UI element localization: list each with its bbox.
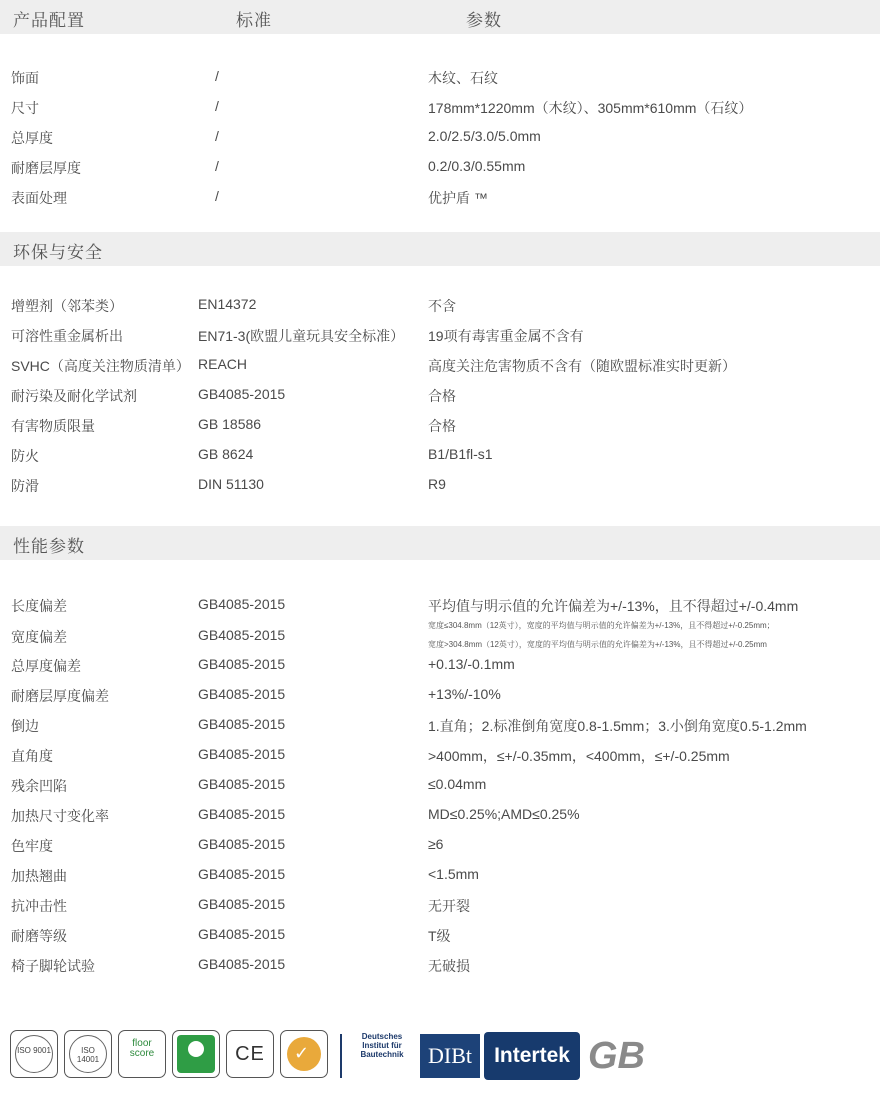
table-row — [0, 92, 880, 122]
table-row — [0, 320, 880, 350]
row-standard: GB4085-2015 — [198, 926, 286, 942]
table-row — [0, 950, 880, 980]
iso-9001-text: ISO 9001 — [17, 1046, 51, 1055]
table-row — [0, 152, 880, 182]
row-standard: GB4085-2015 — [198, 896, 286, 912]
table-row — [0, 290, 880, 320]
environment-safety-header-bar — [0, 232, 880, 266]
table-row — [0, 590, 880, 620]
row-label: 表面处理 — [11, 190, 67, 206]
row-label: 防滑 — [11, 478, 39, 494]
row-standard: REACH — [198, 356, 248, 372]
column-header-standard: 标准 — [236, 11, 272, 30]
table-row — [0, 470, 880, 500]
certification-logos — [0, 1020, 880, 1086]
row-standard: GB 8624 — [198, 446, 254, 462]
iso-14001-logo — [64, 1030, 112, 1078]
row-value: 木纹、石纹 — [428, 70, 498, 86]
section-title: 环保与安全 — [13, 243, 103, 262]
floorscore-text: floor score — [129, 1038, 155, 1059]
dibt-logo: DIBt — [420, 1034, 480, 1078]
table-row — [0, 890, 880, 920]
intertek-logo: Intertek — [484, 1032, 580, 1080]
row-label: 耐磨层厚度偏差 — [11, 688, 109, 704]
row-value: 合格 — [428, 418, 456, 434]
gb-logo: GB — [588, 1035, 645, 1077]
row-label: 有害物质限量 — [11, 418, 95, 434]
row-label: 可溶性重金属析出 — [11, 328, 123, 344]
table-row — [0, 122, 880, 152]
logo-divider — [340, 1034, 342, 1078]
ce-logo — [226, 1030, 274, 1078]
row-label: 尺寸 — [11, 100, 39, 116]
row-value: 平均值与明示值的允许偏差为+/-13%，且不得超过+/-0.4mm — [428, 598, 799, 614]
row-label: 残余凹陷 — [11, 778, 67, 794]
table-row — [0, 800, 880, 830]
row-value: +13%/-10% — [428, 686, 501, 702]
green-label-logo — [172, 1030, 220, 1078]
table-row — [0, 680, 880, 710]
table-row — [0, 410, 880, 440]
row-label: 色牢度 — [11, 838, 53, 854]
row-standard: / — [215, 128, 219, 144]
row-value: 19项有毒害重金属不含有 — [428, 328, 584, 344]
table-row — [0, 770, 880, 800]
table-row — [0, 710, 880, 740]
row-value: 合格 — [428, 388, 456, 404]
row-standard: / — [215, 158, 219, 174]
row-value: MD≤0.25%;AMD≤0.25% — [428, 806, 580, 822]
row-label: SVHC（高度关注物质清单） — [11, 358, 190, 374]
performance-header-bar — [0, 526, 880, 560]
row-label: 加热尺寸变化率 — [11, 808, 109, 824]
dibt-caption: Deutsches Institut für Bautechnik — [360, 1032, 404, 1059]
ce-text: CE — [235, 1043, 265, 1065]
width-note-2: 宽度>304.8mm（12英寸），宽度的平均值与明示值的允许偏差为+/-13%，且不得超过+/-0.25mm — [428, 640, 767, 649]
row-label: 加热翘曲 — [11, 868, 67, 884]
row-standard: GB4085-2015 — [198, 716, 286, 732]
row-value: 1.直角；2.标准倒角宽度0.8-1.5mm；3.小倒角宽度0.5-1.2mm — [428, 718, 807, 734]
row-label: 耐磨等级 — [11, 928, 67, 944]
row-label: 直角度 — [11, 748, 53, 764]
row-value: R9 — [428, 476, 446, 492]
row-label: 防火 — [11, 448, 39, 464]
row-label: 长度偏差 — [11, 598, 67, 614]
row-standard: GB4085-2015 — [198, 956, 286, 972]
width-note-1: 宽度≤304.8mm（12英寸），宽度的平均值与明示值的允许偏差为+/-13%，且不得超过+/-0.25mm； — [428, 621, 775, 630]
row-value: ≥6 — [428, 836, 444, 852]
row-label: 饰面 — [11, 70, 39, 86]
table-row — [0, 830, 880, 860]
row-label: 总厚度 — [11, 130, 53, 146]
row-value: <1.5mm — [428, 866, 479, 882]
row-label: 椅子脚轮试验 — [11, 958, 95, 974]
row-value: ≤0.04mm — [428, 776, 487, 792]
table-row — [0, 860, 880, 890]
row-standard: DIN 51130 — [198, 476, 264, 492]
row-standard: GB4085-2015 — [198, 866, 286, 882]
row-standard: / — [215, 188, 219, 204]
row-value: 2.0/2.5/3.0/5.0mm — [428, 128, 541, 144]
row-value: 无破损 — [428, 958, 470, 974]
row-standard: GB4085-2015 — [198, 806, 286, 822]
row-standard: GB4085-2015 — [198, 776, 286, 792]
table-row — [0, 740, 880, 770]
table-row — [0, 350, 880, 380]
table-row — [0, 380, 880, 410]
row-label: 耐污染及耐化学试剂 — [11, 388, 137, 404]
row-label: 增塑剂（邻苯类） — [11, 298, 123, 314]
row-standard: GB4085-2015 — [198, 627, 286, 643]
table-row — [0, 62, 880, 92]
row-standard: / — [215, 98, 219, 114]
row-value: 高度关注危害物质不含有（随欧盟标准实时更新） — [428, 358, 736, 374]
row-standard: / — [215, 68, 219, 84]
row-standard: GB4085-2015 — [198, 836, 286, 852]
row-value: 178mm*1220mm（木纹）、305mm*610mm（石纹） — [428, 100, 753, 116]
table-row — [0, 650, 880, 680]
section-title: 性能参数 — [13, 537, 85, 556]
row-label: 耐磨层厚度 — [11, 160, 81, 176]
row-value: >400mm，≤+/-0.35mm，<400mm，≤+/-0.25mm — [428, 748, 730, 764]
product-config-header-bar — [0, 0, 880, 34]
row-standard: GB 18586 — [198, 416, 262, 432]
row-value: 无开裂 — [428, 898, 470, 914]
iso-14001-text: ISO 14001 — [76, 1046, 100, 1064]
table-row — [0, 182, 880, 212]
row-value: T级 — [428, 928, 451, 944]
row-standard: GB4085-2015 — [198, 596, 286, 612]
row-value: 不含 — [428, 298, 456, 314]
row-value: 0.2/0.3/0.55mm — [428, 158, 526, 174]
table-row — [0, 920, 880, 950]
row-value: 优护盾 ™ — [428, 190, 488, 206]
row-label: 倒边 — [11, 718, 39, 734]
column-header-config: 产品配置 — [13, 11, 85, 30]
row-standard: GB4085-2015 — [198, 386, 286, 402]
row-label: 总厚度偏差 — [11, 658, 81, 674]
row-standard: GB4085-2015 — [198, 686, 286, 702]
row-value: +0.13/-0.1mm — [428, 656, 515, 672]
row-standard: EN71-3(欧盟儿童玩具安全标准） — [198, 328, 405, 344]
row-standard: EN14372 — [198, 296, 257, 312]
sgs-logo: ✓ — [280, 1030, 328, 1078]
row-value: B1/B1fl-s1 — [428, 446, 493, 462]
row-standard: GB4085-2015 — [198, 656, 286, 672]
column-header-params: 参数 — [466, 11, 502, 30]
row-standard: GB4085-2015 — [198, 746, 286, 762]
iso-9001-logo — [10, 1030, 58, 1078]
row-label: 宽度偏差 — [11, 629, 67, 645]
table-row — [0, 440, 880, 470]
floorscore-logo — [118, 1030, 166, 1078]
row-label: 抗冲击性 — [11, 898, 67, 914]
